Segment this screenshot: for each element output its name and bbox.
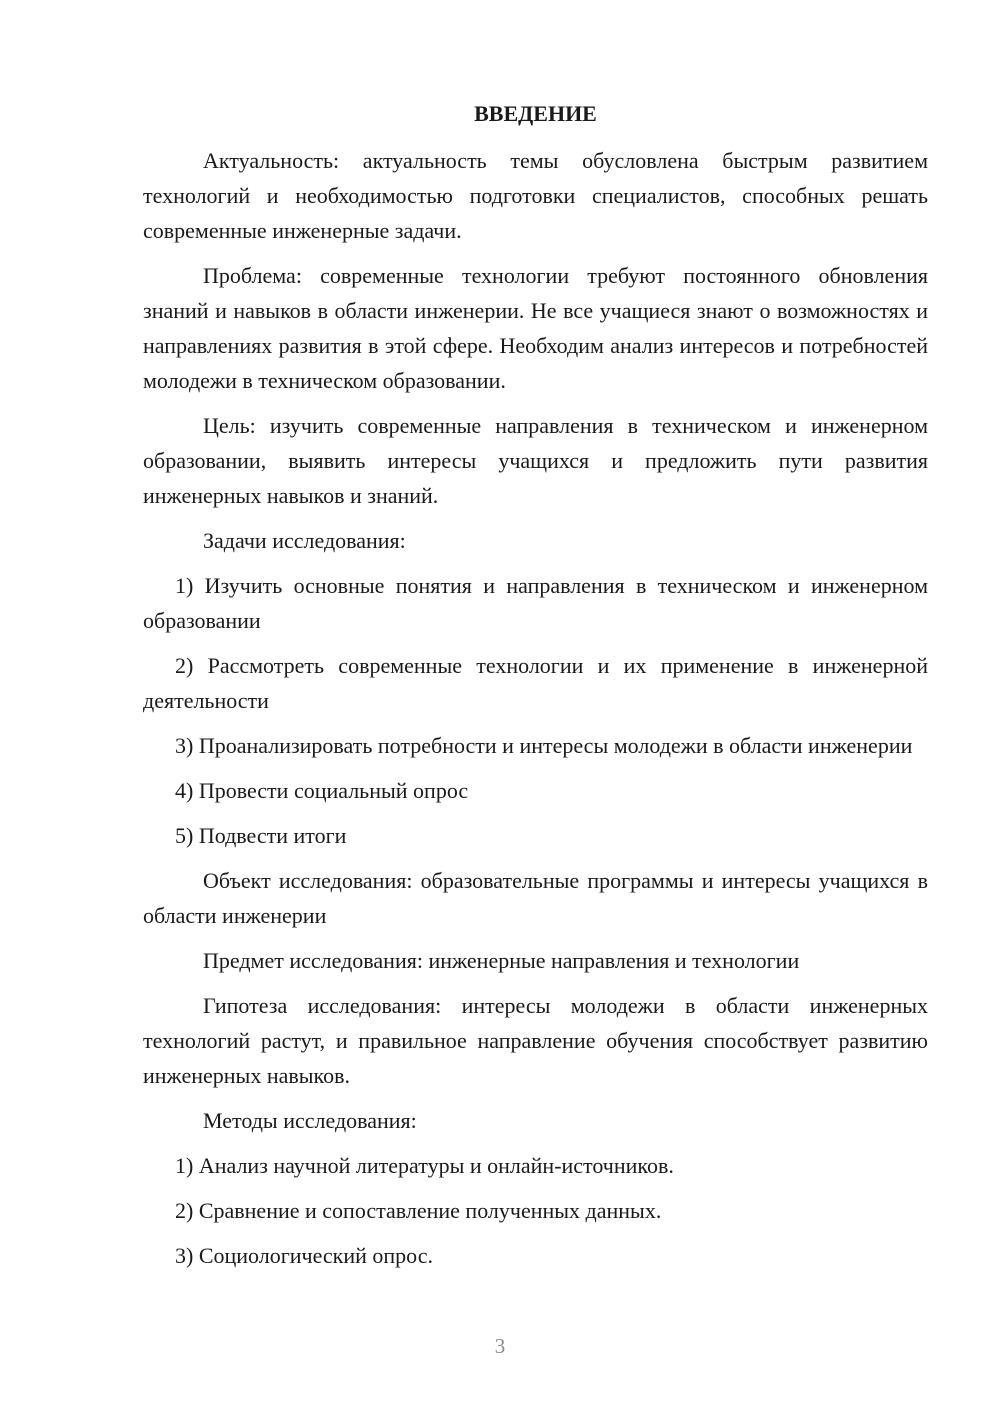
task-item: 4) Провести социальный опрос — [175, 778, 469, 803]
problem-paragraph: Проблема: современные технологии требуют постоянного обновления знаний и навыков в области инженерии. Не все учащиеся знают о возможностях и направлениях развития в этой сфере. Необходим анализ интересов и потребностей молодежи в техническом образовании. — [143, 263, 928, 393]
methods-heading: Методы исследования: — [203, 1108, 417, 1133]
object-paragraph: Объект исследования: образовательные программы и интересы учащихся в области инженерии — [143, 868, 928, 928]
hypothesis-paragraph: Гипотеза исследования: интересы молодежи в области инженерных технологий растут, и правильное направление обучения способствует развитию инженерных навыков. — [143, 993, 928, 1088]
tasks-heading: Задачи исследования: — [203, 528, 406, 553]
task-item: 1) Изучить основные понятия и направления в техническом и инженерном образовании — [143, 573, 928, 633]
task-item: 3) Проанализировать потребности и интересы молодежи в области инженерии — [175, 733, 913, 758]
method-item: 1) Анализ научной литературы и онлайн-источников. — [175, 1153, 674, 1178]
subject-paragraph: Предмет исследования: инженерные направления и технологии — [203, 948, 800, 973]
section-heading: ВВЕДЕНИЕ — [474, 101, 597, 126]
task-item: 5) Подвести итоги — [175, 823, 347, 848]
task-item: 2) Рассмотреть современные технологии и их применение в инженерной деятельности — [143, 653, 928, 713]
goal-paragraph: Цель: изучить современные направления в техническом и инженерном образовании, выявить интересы учащихся и предложить пути развития инженерных навыков и знаний. — [143, 413, 928, 508]
method-item: 2) Сравнение и сопоставление полученных данных. — [175, 1198, 662, 1223]
page-number: 3 — [494, 1334, 506, 1358]
method-item: 3) Социологический опрос. — [175, 1243, 433, 1268]
actuality-paragraph: Актуальность: актуальность темы обусловлена быстрым развитием технологий и необходимостью подготовки специалистов, способных решать современные инженерные задачи. — [143, 148, 928, 243]
